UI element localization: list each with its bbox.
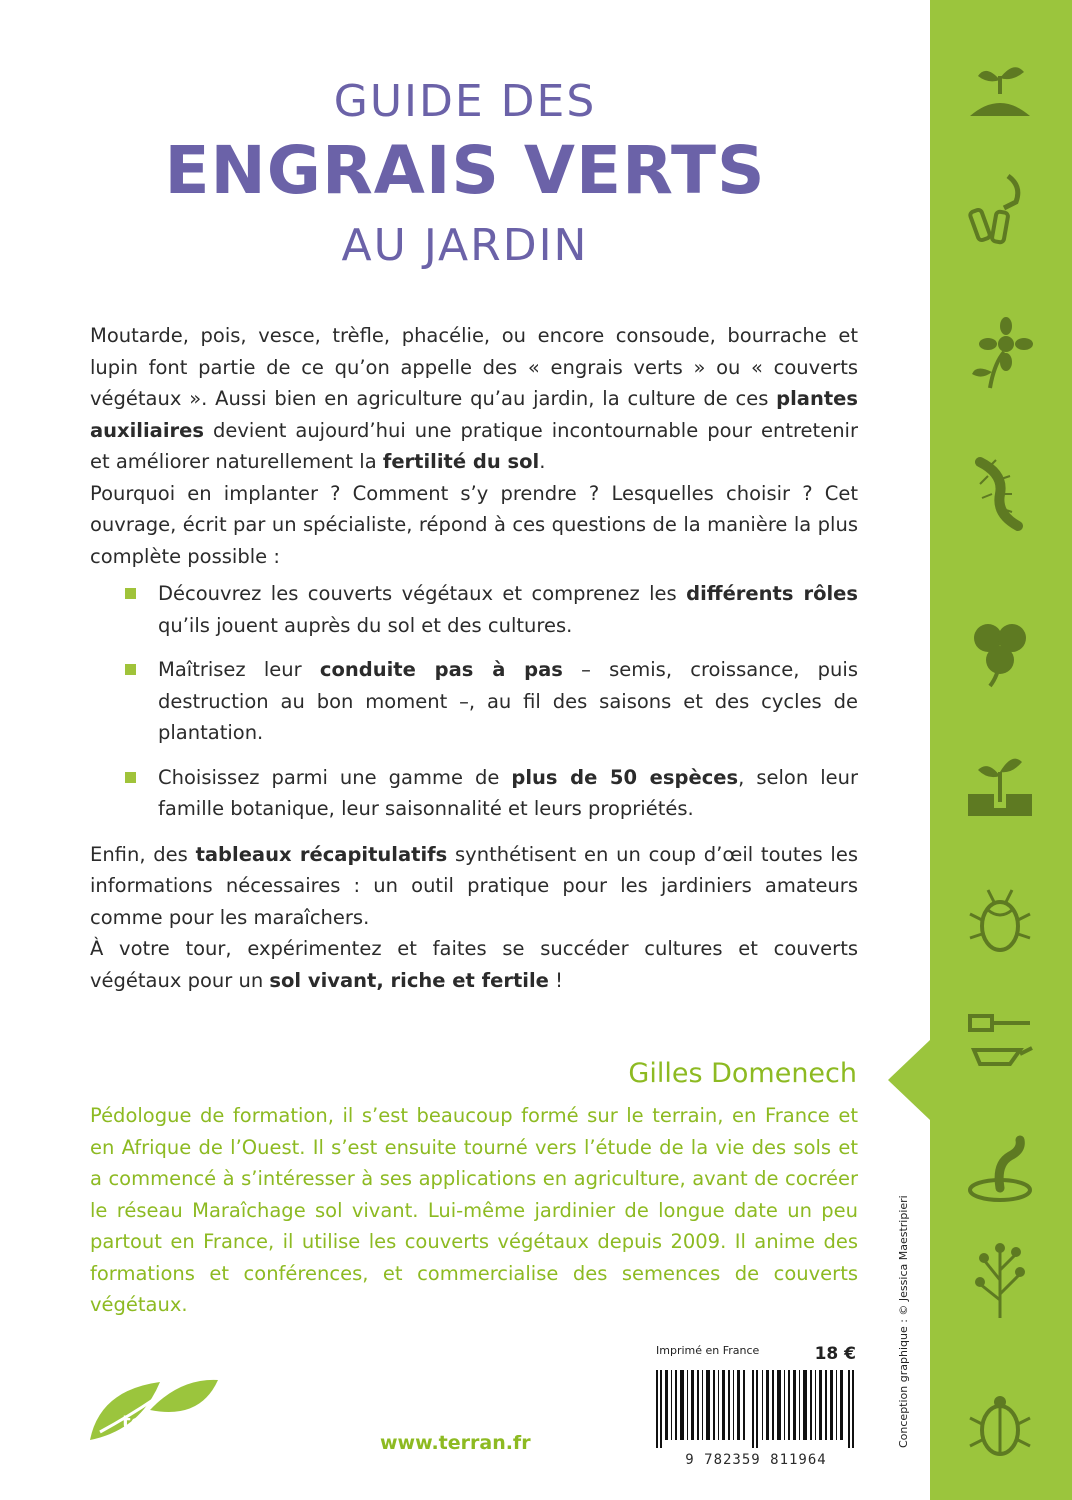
bullet-bold: plus de 50 espèces [511, 765, 739, 789]
barcode-block [652, 1344, 860, 1468]
outro-bold: sol vivant, riche et fertile [269, 968, 549, 992]
bullet-text: Découvrez les couverts végétaux et comprenez les [158, 582, 687, 605]
bullet-square-icon [125, 588, 136, 599]
publisher-url[interactable]: www.terran.fr [380, 1432, 531, 1454]
sidebar-notch [888, 1040, 930, 1120]
earthworm-icon [960, 1128, 1040, 1208]
intro-bold-2: fertilité du sol [382, 450, 540, 473]
bullet-text: Choisissez parmi une gamme de [158, 765, 512, 789]
outro-text: ! [548, 968, 563, 992]
intro-paragraph [90, 320, 858, 478]
clover-icon [960, 610, 1040, 690]
publisher-logo [80, 1370, 220, 1470]
seedling-icon [960, 742, 1040, 822]
price-label: 18 € [814, 1344, 856, 1364]
bullet-text: – semis, croissance, puis destruction au bon moment –, au fil des saisons et des cycles de plantation. [158, 658, 858, 744]
outro-bold: tableaux récapitulatifs [195, 842, 448, 866]
bullet-square-icon [125, 772, 136, 783]
list-item [90, 578, 858, 641]
wildflower-icon [960, 1240, 1040, 1320]
title-line-3: AU JARDIN [341, 220, 589, 271]
outro-text: synthétisent en un coup d’œil toutes les informations nécessaires : un outil pratique pour les jardiniers amateurs comme pour les maraîchers. [90, 842, 858, 929]
author-bio: Pédologue de formation, il s’est beaucoup formé sur le terrain, en France et en Afrique de l’Ouest. Il s’est ensuite tourné vers l’étude de la vie des sols et a commencé à s’intéresser à ses applications en agriculture, avant de cocréer le réseau Maraîchage sol vivant. Lui-même jardinier de longue date un peu partout en France, il utilise les couverts végétaux depuis 2009. Il anime des formations et conférences, et commercialise des semences de couverts végétaux. [90, 1104, 858, 1316]
bullet-text: , selon leur famille botanique, leur saisonnalité et leurs propriétés. [158, 765, 858, 820]
isbn-number: 9 782359 811964 [685, 1452, 827, 1468]
title-line-1: GUIDE DES [333, 76, 597, 127]
outro-paragraph-1 [90, 839, 858, 934]
bullet-text: qu’ils jouent auprès du sol et des cultures. [158, 613, 573, 637]
intro-text-2: devient aujourd’hui une pratique incontournable pour entretenir et améliorer naturellement la [90, 418, 858, 473]
bug-icon [960, 880, 1040, 960]
design-credit: Conception graphique : © Jessica Maestripieri [897, 1195, 910, 1448]
garden-tools-icon [960, 1002, 1040, 1082]
printed-in-label: Imprimé en France [656, 1344, 760, 1357]
bullet-text: Maîtrisez leur [158, 658, 320, 681]
logo-text: terran [122, 1412, 186, 1433]
intro-text-3: . [539, 450, 546, 473]
author-name: Gilles Domenech [628, 1058, 857, 1089]
bullet-bold: conduite pas à pas [319, 658, 563, 681]
bullet-bold: différents rôles [686, 582, 859, 605]
list-item [90, 762, 858, 825]
intro-text-1: Moutarde, pois, vesce, trèfle, phacélie, ou encore consoude, bourrache et lupin font partie de ce qu’on appelle des « engrais verts » ou « couverts végétaux ». Aussi bien en agriculture qu’au jardin, la culture de ces [90, 324, 858, 410]
pruning-shears-icon [960, 168, 1040, 248]
list-item [90, 654, 858, 749]
intro-bold-1: plantes auxiliaires [90, 387, 858, 442]
outro-text: Enfin, des [90, 842, 196, 866]
title-line-2: ENGRAIS VERTS [164, 132, 766, 209]
sidebar [930, 0, 1072, 1500]
outro-text: À votre tour, expérimentez et faites se succéder cultures et couverts végétaux pour un [90, 937, 858, 992]
soil-sprout-icon [960, 50, 1040, 130]
beetle-icon [960, 1384, 1040, 1464]
description [90, 320, 858, 996]
flower-icon [960, 314, 1040, 394]
barcode-icon [652, 1370, 860, 1448]
bullet-square-icon [125, 664, 136, 675]
outro-paragraph-2 [90, 933, 858, 996]
question-paragraph: Pourquoi en implanter ? Comment s’y prendre ? Lesquelles choisir ? Cet ouvrage, écrit par un spécialiste, répond à ces questions de la manière la plus complète possible : [90, 481, 858, 568]
centipede-icon [960, 454, 1040, 534]
feature-list [90, 578, 858, 825]
